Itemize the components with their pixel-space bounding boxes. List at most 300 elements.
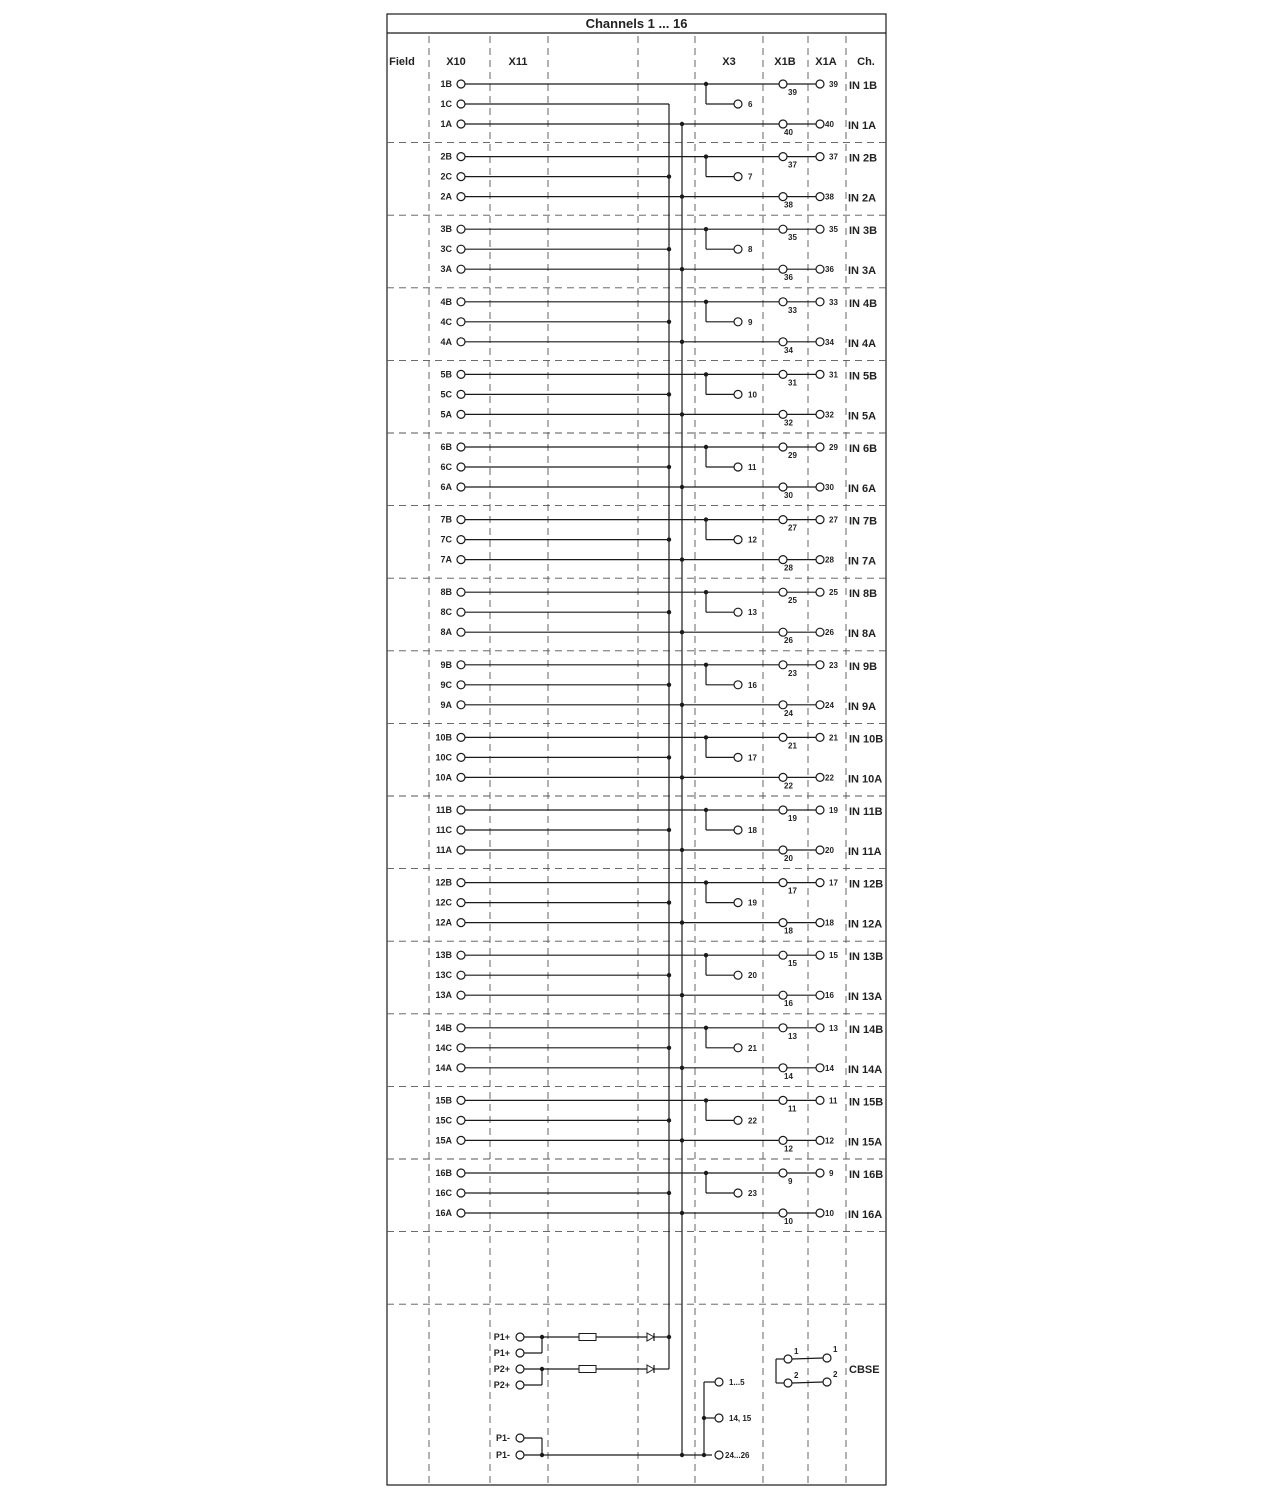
terminal-label: 10A bbox=[435, 772, 452, 783]
terminal-circle bbox=[734, 536, 742, 544]
channel-label: IN 15A bbox=[848, 1136, 883, 1149]
terminal-circle bbox=[779, 443, 787, 451]
terminal-circle bbox=[816, 298, 824, 306]
terminal-circle bbox=[734, 173, 742, 181]
terminal-label: 7B bbox=[440, 514, 452, 525]
terminal-circle bbox=[516, 1434, 524, 1442]
channel-label: IN 6A bbox=[848, 483, 877, 495]
x1b-number: 34 bbox=[784, 345, 793, 355]
terminal-circle bbox=[734, 608, 742, 616]
terminal-circle bbox=[779, 225, 787, 233]
cbse-number: 1 bbox=[794, 1347, 799, 1356]
terminal-circle bbox=[816, 733, 824, 741]
terminal-circle bbox=[516, 1333, 524, 1341]
terminal-circle bbox=[816, 1096, 824, 1104]
x1b-number: 32 bbox=[784, 418, 793, 428]
x3-number: 21 bbox=[748, 1043, 757, 1053]
terminal-circle bbox=[779, 588, 787, 596]
x1a-number: 25 bbox=[829, 588, 838, 598]
x3-number: 17 bbox=[748, 753, 757, 763]
terminal-circle bbox=[457, 1209, 465, 1217]
terminal-circle bbox=[715, 1414, 723, 1422]
x1b-number: 22 bbox=[784, 781, 793, 791]
terminal-circle bbox=[457, 919, 465, 927]
x1a-number: 36 bbox=[825, 265, 834, 275]
terminal-circle bbox=[816, 879, 824, 887]
terminal-label: 15B bbox=[435, 1095, 452, 1106]
terminal-circle bbox=[816, 443, 824, 451]
x1b-number: 24 bbox=[784, 708, 793, 718]
terminal-circle bbox=[816, 1064, 824, 1072]
channel-label: IN 9A bbox=[848, 700, 877, 713]
x1a-number: 39 bbox=[829, 80, 838, 89]
x1b-number: 26 bbox=[784, 636, 793, 646]
cbse-number: 1 bbox=[833, 1345, 838, 1354]
power-terminal-label: P2+ bbox=[493, 1364, 510, 1374]
x3-number: 18 bbox=[748, 826, 757, 835]
terminal-circle bbox=[457, 338, 465, 346]
terminal-circle bbox=[816, 661, 824, 669]
x1a-number: 28 bbox=[825, 555, 834, 565]
terminal-circle bbox=[457, 733, 465, 741]
terminal-circle bbox=[457, 899, 465, 907]
x1b-number: 31 bbox=[788, 378, 797, 388]
terminal-circle bbox=[457, 100, 465, 108]
terminal-circle bbox=[779, 773, 787, 781]
terminal-circle bbox=[816, 153, 824, 161]
channel-label: IN 14A bbox=[848, 1063, 883, 1076]
x1b-number: 36 bbox=[784, 273, 793, 283]
terminal-circle bbox=[816, 701, 824, 709]
terminal-circle bbox=[457, 773, 465, 781]
terminal-circle bbox=[457, 265, 465, 273]
terminal-circle bbox=[779, 1169, 787, 1177]
terminal-circle bbox=[457, 536, 465, 544]
wire bbox=[792, 1358, 823, 1359]
terminal-circle bbox=[734, 100, 742, 108]
channel-label: IN 16B bbox=[849, 1169, 884, 1181]
terminal-circle bbox=[457, 245, 465, 253]
terminal-label: 10B bbox=[435, 732, 452, 743]
x1b-number: 30 bbox=[784, 491, 793, 500]
terminal-label: 1B bbox=[440, 79, 452, 89]
x1b-number: 29 bbox=[788, 451, 797, 460]
x1b-number: 13 bbox=[788, 1031, 797, 1041]
terminal-circle bbox=[779, 556, 787, 564]
x1a-number: 16 bbox=[825, 991, 834, 1001]
x1a-number: 32 bbox=[825, 410, 834, 420]
terminal-circle bbox=[816, 1024, 824, 1032]
terminal-circle bbox=[457, 1189, 465, 1197]
x3-number: 7 bbox=[748, 172, 753, 182]
terminal-circle bbox=[457, 661, 465, 669]
channel-label: IN 12B bbox=[849, 878, 884, 891]
terminal-label: 5B bbox=[440, 369, 452, 380]
terminal-circle bbox=[779, 879, 787, 887]
terminal-label: 8C bbox=[440, 607, 452, 618]
x1a-number: 40 bbox=[825, 120, 834, 129]
terminal-circle bbox=[734, 1116, 742, 1124]
diode-symbol bbox=[647, 1365, 654, 1373]
x1a-number: 12 bbox=[825, 1136, 834, 1146]
terminal-circle bbox=[779, 1064, 787, 1072]
terminal-circle bbox=[779, 516, 787, 524]
terminal-circle bbox=[457, 753, 465, 761]
terminal-circle bbox=[816, 483, 824, 491]
x3-number: 16 bbox=[748, 680, 757, 690]
terminal-label: 2A bbox=[440, 191, 452, 202]
terminal-label: 6A bbox=[440, 482, 452, 492]
terminal-circle bbox=[816, 919, 824, 927]
x1b-number: 39 bbox=[788, 88, 797, 97]
terminal-circle bbox=[779, 806, 787, 814]
terminal-circle bbox=[816, 1136, 824, 1144]
terminal-circle bbox=[457, 1096, 465, 1104]
terminal-circle bbox=[779, 919, 787, 927]
terminal-circle bbox=[816, 806, 824, 814]
terminal-label: 3C bbox=[440, 244, 452, 255]
x3-number: 19 bbox=[748, 898, 757, 908]
channel-label: IN 1B bbox=[849, 80, 878, 92]
column-header: X1A bbox=[815, 56, 837, 68]
x1a-number: 15 bbox=[829, 951, 838, 961]
x1b-number: 9 bbox=[788, 1177, 793, 1186]
column-header: X10 bbox=[446, 56, 466, 68]
x3-number: 10 bbox=[748, 390, 757, 400]
terminal-label: 10C bbox=[435, 752, 452, 763]
terminal-label: 12C bbox=[435, 897, 452, 908]
terminal-label: 7A bbox=[440, 554, 452, 565]
x3-number: 22 bbox=[748, 1116, 757, 1126]
wire bbox=[792, 1382, 823, 1383]
terminal-circle bbox=[734, 318, 742, 326]
channel-label: IN 12A bbox=[848, 918, 883, 931]
terminal-label: 16A bbox=[435, 1208, 452, 1218]
x1a-number: 11 bbox=[829, 1096, 838, 1106]
column-header: Field bbox=[389, 56, 415, 68]
terminal-circle bbox=[734, 1189, 742, 1197]
terminal-circle bbox=[457, 318, 465, 326]
terminal-circle bbox=[816, 951, 824, 959]
terminal-circle bbox=[779, 1096, 787, 1104]
x1b-number: 35 bbox=[788, 233, 797, 243]
x3-number: 6 bbox=[748, 100, 753, 109]
channel-label: IN 16A bbox=[848, 1209, 883, 1221]
terminal-circle bbox=[734, 390, 742, 398]
x3-number: 11 bbox=[748, 463, 757, 472]
x1b-number: 14 bbox=[784, 1071, 793, 1081]
terminal-circle bbox=[816, 1169, 824, 1177]
terminal-circle bbox=[816, 556, 824, 564]
x1b-number: 37 bbox=[788, 160, 797, 170]
terminal-circle bbox=[457, 971, 465, 979]
terminal-circle bbox=[779, 1136, 787, 1144]
x1b-number: 16 bbox=[784, 999, 793, 1009]
terminal-label: 7C bbox=[440, 534, 452, 545]
x1b-number: 28 bbox=[784, 563, 793, 573]
terminal-circle bbox=[715, 1451, 723, 1459]
terminal-circle bbox=[457, 410, 465, 418]
terminal-circle bbox=[816, 588, 824, 596]
terminal-circle bbox=[779, 1209, 787, 1217]
terminal-label: 13C bbox=[435, 970, 452, 981]
terminal-circle bbox=[816, 193, 824, 201]
terminal-label: 8A bbox=[440, 627, 452, 638]
terminal-label: 11A bbox=[435, 845, 452, 855]
x1b-number: 18 bbox=[784, 926, 793, 936]
terminal-circle bbox=[734, 753, 742, 761]
terminal-circle bbox=[457, 80, 465, 88]
terminal-circle bbox=[457, 701, 465, 709]
terminal-circle bbox=[816, 1209, 824, 1217]
x1b-number: 33 bbox=[788, 305, 797, 315]
terminal-circle bbox=[779, 1024, 787, 1032]
terminal-circle bbox=[457, 608, 465, 616]
x1a-number: 14 bbox=[825, 1063, 834, 1073]
terminal-circle bbox=[816, 338, 824, 346]
channel-label: IN 10A bbox=[848, 773, 883, 786]
terminal-label: 6C bbox=[440, 462, 452, 472]
channel-label: IN 4A bbox=[848, 337, 877, 350]
x1b-number: 19 bbox=[788, 814, 797, 823]
terminal-circle bbox=[457, 516, 465, 524]
junction-dot bbox=[680, 1453, 684, 1457]
terminal-label: 9A bbox=[440, 699, 452, 710]
x3-ground-label: 1...5 bbox=[729, 1378, 745, 1387]
channel-label: IN 3B bbox=[849, 225, 878, 238]
x1a-number: 27 bbox=[829, 515, 838, 525]
terminal-circle bbox=[457, 193, 465, 201]
junction-dot bbox=[540, 1453, 544, 1457]
terminal-circle bbox=[784, 1355, 792, 1363]
terminal-circle bbox=[823, 1354, 831, 1362]
x1b-number: 17 bbox=[788, 886, 797, 896]
terminal-label: 14C bbox=[435, 1042, 452, 1053]
channel-label: IN 8B bbox=[849, 588, 878, 601]
terminal-circle bbox=[457, 173, 465, 181]
terminal-label: 1C bbox=[440, 99, 452, 109]
terminal-label: 15A bbox=[435, 1135, 452, 1146]
junction-dot bbox=[667, 1335, 671, 1339]
terminal-circle bbox=[734, 826, 742, 834]
power-terminal-label: P1- bbox=[495, 1433, 510, 1443]
power-terminal-label: P2+ bbox=[493, 1380, 510, 1390]
diagram-title: Channels 1 ... 16 bbox=[585, 16, 688, 31]
terminal-circle bbox=[457, 846, 465, 854]
terminal-circle bbox=[779, 701, 787, 709]
fuse-symbol bbox=[579, 1334, 596, 1341]
channel-label: IN 5A bbox=[848, 410, 877, 423]
terminal-label: 11C bbox=[435, 825, 452, 835]
terminal-label: 3A bbox=[440, 264, 452, 275]
outer-frame bbox=[387, 14, 886, 1485]
x1a-number: 20 bbox=[825, 846, 834, 855]
power-terminal-label: P1+ bbox=[493, 1348, 510, 1358]
column-header: Ch. bbox=[857, 56, 875, 68]
x1a-number: 38 bbox=[825, 192, 834, 202]
terminal-circle bbox=[457, 681, 465, 689]
terminal-circle bbox=[457, 225, 465, 233]
terminal-circle bbox=[457, 120, 465, 128]
x1b-number: 15 bbox=[788, 959, 797, 969]
column-header: X1B bbox=[774, 56, 796, 68]
cbse-number: 2 bbox=[794, 1371, 799, 1380]
channel-label: IN 11B bbox=[849, 806, 883, 818]
terminal-label: 9C bbox=[440, 679, 452, 690]
channel-label: IN 1A bbox=[848, 120, 877, 132]
terminal-label: 8B bbox=[440, 587, 452, 598]
terminal-circle bbox=[734, 1044, 742, 1052]
terminal-circle bbox=[457, 628, 465, 636]
terminal-circle bbox=[516, 1451, 524, 1459]
column-header: X3 bbox=[722, 56, 736, 68]
terminal-label: 1A bbox=[440, 119, 452, 129]
x1b-number: 20 bbox=[784, 854, 793, 863]
terminal-circle bbox=[457, 298, 465, 306]
x3-ground-label: 14, 15 bbox=[729, 1414, 752, 1423]
terminal-circle bbox=[516, 1349, 524, 1357]
x1a-number: 24 bbox=[825, 700, 834, 710]
x1a-number: 37 bbox=[829, 152, 838, 162]
terminal-label: 4A bbox=[440, 336, 452, 347]
channel-label: IN 13B bbox=[849, 951, 884, 964]
terminal-circle bbox=[779, 80, 787, 88]
power-terminal-label: P1- bbox=[495, 1450, 510, 1460]
terminal-label: 5A bbox=[440, 409, 452, 420]
x1a-number: 13 bbox=[829, 1023, 838, 1033]
x1a-number: 10 bbox=[825, 1209, 834, 1218]
terminal-circle bbox=[457, 806, 465, 814]
x3-number: 12 bbox=[748, 535, 757, 545]
terminal-label: 5C bbox=[440, 389, 452, 400]
x1a-number: 19 bbox=[829, 806, 838, 815]
channel-label: IN 2B bbox=[849, 152, 878, 165]
terminal-circle bbox=[457, 991, 465, 999]
terminal-circle bbox=[457, 1044, 465, 1052]
channel-label: IN 9B bbox=[849, 660, 878, 673]
terminal-circle bbox=[779, 846, 787, 854]
terminal-circle bbox=[457, 1116, 465, 1124]
terminal-label: 16B bbox=[435, 1168, 452, 1178]
x1a-number: 30 bbox=[825, 483, 834, 492]
x1a-number: 26 bbox=[825, 628, 834, 638]
x1b-number: 21 bbox=[788, 741, 797, 751]
channel-label: IN 15B bbox=[849, 1096, 884, 1109]
x3-ground-label: 24...26 bbox=[725, 1451, 750, 1460]
terminal-label: 2B bbox=[440, 151, 452, 162]
terminal-circle bbox=[457, 1169, 465, 1177]
terminal-circle bbox=[457, 879, 465, 887]
terminal-circle bbox=[734, 681, 742, 689]
terminal-circle bbox=[816, 410, 824, 418]
terminal-circle bbox=[784, 1379, 792, 1387]
terminal-circle bbox=[715, 1378, 723, 1386]
x3-number: 13 bbox=[748, 608, 757, 618]
x1b-number: 23 bbox=[788, 668, 797, 678]
grid-lines bbox=[387, 14, 886, 1485]
terminal-circle bbox=[779, 370, 787, 378]
terminal-circle bbox=[816, 225, 824, 233]
terminal-label: 15C bbox=[435, 1115, 452, 1126]
column-header: X11 bbox=[508, 56, 528, 68]
channel-label: IN 2A bbox=[848, 192, 877, 205]
x1a-number: 17 bbox=[829, 878, 838, 888]
terminal-circle bbox=[779, 265, 787, 273]
cbse-number: 2 bbox=[833, 1370, 838, 1379]
x1a-number: 18 bbox=[825, 918, 834, 928]
terminal-circle bbox=[779, 338, 787, 346]
terminal-circle bbox=[779, 298, 787, 306]
x3-number: 8 bbox=[748, 245, 753, 255]
terminal-circle bbox=[734, 463, 742, 471]
terminal-circle bbox=[779, 951, 787, 959]
terminal-circle bbox=[734, 899, 742, 907]
channel-label: IN 4B bbox=[849, 297, 878, 310]
cbse-label: CBSE bbox=[849, 1364, 880, 1376]
channel-label: IN 13A bbox=[848, 991, 883, 1004]
terminal-circle bbox=[823, 1378, 831, 1386]
terminal-circle bbox=[779, 120, 787, 128]
channel-label: IN 8A bbox=[848, 628, 877, 641]
x1b-number: 38 bbox=[784, 200, 793, 210]
terminal-label: 6B bbox=[440, 442, 452, 452]
terminal-circle bbox=[816, 773, 824, 781]
x3-number: 20 bbox=[748, 971, 757, 981]
terminal-label: 12A bbox=[435, 917, 452, 928]
x1a-number: 21 bbox=[829, 733, 838, 743]
terminal-circle bbox=[816, 846, 824, 854]
terminal-circle bbox=[816, 516, 824, 524]
channel-label: IN 3A bbox=[848, 265, 877, 278]
terminal-circle bbox=[516, 1365, 524, 1373]
channel-label: IN 7A bbox=[848, 555, 877, 568]
terminal-circle bbox=[779, 193, 787, 201]
power-terminal-label: P1+ bbox=[493, 1332, 510, 1342]
x1b-number: 27 bbox=[788, 523, 797, 533]
terminal-circle bbox=[457, 1136, 465, 1144]
terminal-circle bbox=[457, 443, 465, 451]
x1a-number: 23 bbox=[829, 660, 838, 670]
terminal-circle bbox=[457, 153, 465, 161]
terminal-label: 14A bbox=[435, 1062, 452, 1073]
fuse-symbol bbox=[579, 1366, 596, 1373]
terminal-label: 13B bbox=[435, 950, 452, 961]
terminal-label: 2C bbox=[440, 171, 452, 182]
terminal-circle bbox=[457, 370, 465, 378]
x1b-number: 12 bbox=[784, 1144, 793, 1154]
x1a-number: 35 bbox=[829, 225, 838, 235]
channel-label: IN 11A bbox=[848, 846, 882, 858]
terminal-circle bbox=[457, 463, 465, 471]
terminal-circle bbox=[516, 1381, 524, 1389]
terminal-circle bbox=[457, 390, 465, 398]
terminal-circle bbox=[734, 245, 742, 253]
terminal-label: 12B bbox=[435, 877, 452, 888]
terminal-circle bbox=[457, 951, 465, 959]
terminal-label: 13A bbox=[435, 990, 452, 1001]
x3-number: 23 bbox=[748, 1189, 757, 1198]
x1b-number: 40 bbox=[784, 128, 793, 137]
channel-label: IN 6B bbox=[849, 443, 878, 455]
terminal-label: 4C bbox=[440, 316, 452, 327]
terminal-circle bbox=[816, 628, 824, 636]
terminal-label: 3B bbox=[440, 224, 452, 235]
terminal-circle bbox=[779, 153, 787, 161]
terminal-circle bbox=[816, 991, 824, 999]
x3-number: 9 bbox=[748, 317, 753, 327]
terminal-circle bbox=[779, 628, 787, 636]
terminal-label: 16C bbox=[435, 1188, 452, 1198]
